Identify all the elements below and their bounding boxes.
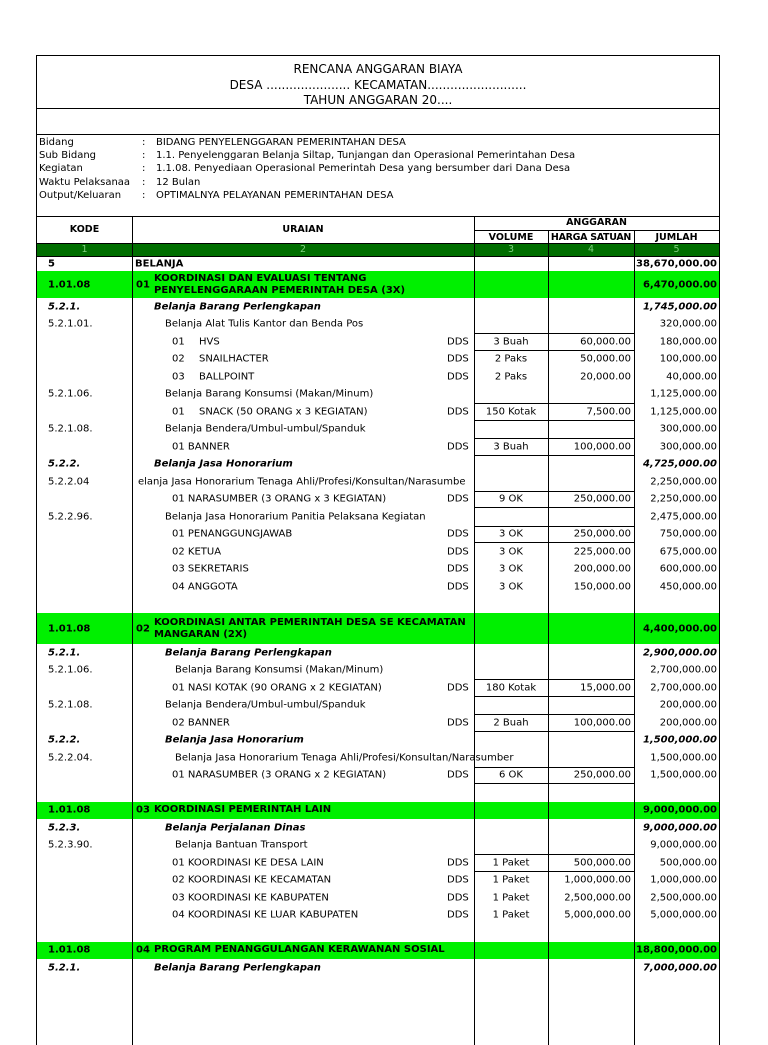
jumlah-cell: 9,000,000.00 xyxy=(650,839,717,851)
uraian-cell: Belanja Bantuan Transport xyxy=(175,839,308,851)
volume-cell: 2 Buah xyxy=(493,717,529,729)
uraian-cell: Belanja Barang Konsumsi (Makan/Minum) xyxy=(165,388,374,400)
uraian-cell: 01 BANNER xyxy=(172,441,230,453)
header-jumlah: JUMLAH xyxy=(655,232,698,243)
uraian-cell: BELANJA xyxy=(135,258,184,270)
program-title: KOORDINASI PEMERINTAH LAIN xyxy=(154,804,332,816)
uraian-cell: Belanja Jasa Honorarium Panitia Pelaksana Kegiatan xyxy=(165,511,426,523)
item-number: 02 xyxy=(172,353,185,365)
table-row xyxy=(37,526,719,544)
info-value: BIDANG PENYELENGGARAN PEMERINTAHAN DESA xyxy=(156,137,406,148)
table-row xyxy=(37,872,719,890)
uraian-cell: HVS xyxy=(199,336,220,348)
program-title: KOORDINASI DAN EVALUASI TENTANG PENYELENGGARAAN PEMERINTAH DESA (3X) xyxy=(154,272,406,296)
jumlah-cell: 2,700,000.00 xyxy=(650,682,717,694)
table-row xyxy=(37,456,719,474)
table-row xyxy=(37,298,719,316)
info-label: Sub Bidang xyxy=(39,150,97,162)
volume-cell: 2 Paks xyxy=(494,353,528,365)
header-uraian: URAIAN xyxy=(282,224,324,235)
uraian-cell: 04 KOORDINASI KE LUAR KABUPATEN xyxy=(172,909,359,921)
table-row xyxy=(37,942,719,960)
uraian-cell: SNAILHACTER xyxy=(199,353,269,365)
volume-cell: 3 Buah xyxy=(493,336,529,348)
volume-cell: 180 Kotak xyxy=(485,682,537,694)
table-row xyxy=(37,679,719,697)
info-row xyxy=(39,163,719,176)
volume-cell: 1 Paket xyxy=(492,892,530,904)
harga-satuan-cell: 200,000.00 xyxy=(573,563,631,575)
volume-cell: 1 Paket xyxy=(492,857,530,869)
table-row xyxy=(37,697,719,715)
kode-cell: 1.01.08 xyxy=(48,279,91,290)
kode-cell: 5.2.1.08. xyxy=(48,699,93,711)
jumlah-cell: 300,000.00 xyxy=(659,423,717,435)
harga-satuan-cell: 20,000.00 xyxy=(580,371,631,383)
info-label: Kegiatan xyxy=(39,163,83,175)
table-row xyxy=(37,421,719,439)
header-harga: HARGA SATUAN xyxy=(550,232,632,243)
table-row xyxy=(37,543,719,561)
source-cell: DDS xyxy=(447,581,469,593)
kode-cell: 1.01.08 xyxy=(48,944,91,956)
table-row xyxy=(37,508,719,526)
uraian-cell: 02 KETUA xyxy=(172,546,222,558)
kode-cell: 5.2.2.04 xyxy=(48,476,90,488)
uraian-cell: 02 KOORDINASI KE KECAMATAN xyxy=(172,874,332,886)
col-num: 2 xyxy=(299,244,307,255)
volume-cell: 1 Paket xyxy=(492,874,530,886)
kode-cell: 5 xyxy=(48,258,55,270)
jumlah-cell: 6,470,000.00 xyxy=(642,279,717,290)
kode-cell: 5.2.1.01. xyxy=(48,318,93,330)
kode-cell: 5.2.2. xyxy=(48,734,81,746)
uraian-cell: elanja Jasa Honorarium Tenaga Ahli/Profesi/Konsultan/Narasumbe xyxy=(138,476,466,488)
jumlah-cell: 5,000,000.00 xyxy=(650,909,717,921)
volume-cell: 6 OK xyxy=(499,769,523,781)
jumlah-cell: 320,000.00 xyxy=(659,318,717,330)
doc-village-line: DESA ...................... KECAMATAN.......................... xyxy=(229,78,527,92)
harga-satuan-cell: 7,500.00 xyxy=(586,406,631,418)
volume-cell: 9 OK xyxy=(499,493,523,505)
source-cell: DDS xyxy=(447,546,469,558)
uraian-cell: Belanja Barang Perlengkapan xyxy=(154,301,321,313)
kode-cell: 5.2.3. xyxy=(48,822,81,834)
kode-cell: 5.2.1.06. xyxy=(48,664,93,676)
info-value: 1.1.08. Penyediaan Operasional Pemerintah Desa yang bersumber dari Dana Desa xyxy=(156,163,571,175)
kode-cell: 5.2.1. xyxy=(48,301,81,313)
uraian-cell: Belanja Barang Perlengkapan xyxy=(165,647,332,659)
harga-satuan-cell: 60,000.00 xyxy=(580,336,631,348)
header-kode: KODE xyxy=(69,224,100,235)
jumlah-cell: 1,000,000.00 xyxy=(650,874,717,886)
item-number: 01 xyxy=(172,336,185,348)
uraian-cell: SNACK (50 ORANG x 3 KEGIATAN) xyxy=(199,406,368,418)
source-cell: DDS xyxy=(447,441,469,453)
table-row xyxy=(37,351,719,369)
harga-satuan-cell: 15,000.00 xyxy=(580,682,631,694)
table-row xyxy=(37,316,719,334)
col-num: 5 xyxy=(673,244,680,255)
info-colon: : xyxy=(142,189,146,201)
volume-cell: 3 OK xyxy=(499,546,523,558)
jumlah-cell: 2,250,000.00 xyxy=(650,493,717,505)
jumlah-cell: 2,475,000.00 xyxy=(650,511,717,523)
harga-satuan-cell: 500,000.00 xyxy=(573,857,631,869)
info-value: OPTIMALNYA PELAYANAN PEMERINTAHAN DESA xyxy=(156,189,394,201)
table-row xyxy=(37,767,719,785)
source-cell: DDS xyxy=(447,336,469,348)
info-row xyxy=(39,177,719,190)
table-row xyxy=(37,561,719,579)
col-num: 1 xyxy=(81,244,88,255)
jumlah-cell: 200,000.00 xyxy=(659,717,717,729)
jumlah-cell: 9,000,000.00 xyxy=(642,822,717,834)
kode-cell: 5.2.1.08. xyxy=(48,423,93,435)
info-label: Bidang xyxy=(39,137,74,148)
harga-satuan-cell: 100,000.00 xyxy=(573,441,631,453)
jumlah-cell: 1,125,000.00 xyxy=(650,388,717,400)
source-cell: DDS xyxy=(447,493,469,505)
table-row xyxy=(37,662,719,680)
table-row xyxy=(37,257,719,271)
source-cell: DDS xyxy=(447,371,469,383)
source-cell: DDS xyxy=(447,874,469,886)
table-row xyxy=(37,959,719,977)
jumlah-cell: 1,125,000.00 xyxy=(650,406,717,418)
uraian-cell: 03 SEKRETARIS xyxy=(172,563,249,575)
table-row xyxy=(37,837,719,855)
uraian-cell: Belanja Perjalanan Dinas xyxy=(165,822,306,834)
jumlah-cell: 2,900,000.00 xyxy=(642,647,717,659)
col-num: 3 xyxy=(507,244,515,255)
jumlah-cell: 38,670,000.00 xyxy=(636,258,717,270)
jumlah-cell: 4,725,000.00 xyxy=(642,458,717,470)
source-cell: DDS xyxy=(447,909,469,921)
item-number: 03 xyxy=(172,371,185,383)
info-colon: : xyxy=(142,137,146,148)
table-row xyxy=(37,491,719,509)
uraian-cell: Belanja Jasa Honorarium xyxy=(165,734,304,746)
jumlah-cell: 1,745,000.00 xyxy=(642,301,717,313)
kode-cell: 1.01.08 xyxy=(48,623,91,634)
table-row xyxy=(37,749,719,767)
jumlah-cell: 600,000.00 xyxy=(659,563,717,575)
table-row xyxy=(37,613,719,644)
column-number-row xyxy=(37,243,719,257)
info-value: 12 Bulan xyxy=(156,176,201,188)
blank-row xyxy=(37,596,719,614)
kode-cell: 1.01.08 xyxy=(48,804,91,816)
source-cell: DDS xyxy=(447,682,469,694)
volume-cell: 3 Buah xyxy=(493,441,529,453)
uraian-cell: 01 NASI KOTAK (90 ORANG x 2 KEGIATAN) xyxy=(172,682,382,694)
harga-satuan-cell: 2,500,000.00 xyxy=(564,892,631,904)
jumlah-cell: 18,800,000.00 xyxy=(636,944,717,956)
volume-cell: 3 OK xyxy=(499,528,523,540)
jumlah-cell: 7,000,000.00 xyxy=(642,962,717,974)
source-cell: DDS xyxy=(447,353,469,365)
harga-satuan-cell: 50,000.00 xyxy=(580,353,631,365)
uraian-cell: Belanja Bendera/Umbul-umbul/Spanduk xyxy=(165,423,366,435)
jumlah-cell: 2,700,000.00 xyxy=(650,664,717,676)
table-row xyxy=(37,732,719,750)
uraian-cell: Belanja Barang Konsumsi (Makan/Minum) xyxy=(175,664,384,676)
table-row xyxy=(37,473,719,491)
kode-cell: 5.2.2.04. xyxy=(48,752,93,764)
kode-cell: 5.2.2. xyxy=(48,458,81,470)
program-title: KOORDINASI ANTAR PEMERINTAH DESA SE KECAMATAN MANGARAN (2X) xyxy=(154,616,466,640)
uraian-cell: Belanja Jasa Honorarium Tenaga Ahli/Profesi/Konsultan/Narasumber xyxy=(175,752,514,764)
harga-satuan-cell: 1,000,000.00 xyxy=(564,874,631,886)
table-row xyxy=(37,386,719,404)
program-title: PROGRAM PENANGGULANGAN KERAWANAN SOSIAL xyxy=(154,944,445,956)
col-num: 4 xyxy=(587,244,595,255)
uraian-cell: Belanja Jasa Honorarium xyxy=(154,458,293,470)
header-anggaran: ANGGARAN xyxy=(566,217,627,228)
blank-row xyxy=(37,924,719,942)
kode-cell: 5.2.1. xyxy=(48,647,81,659)
harga-satuan-cell: 250,000.00 xyxy=(573,528,631,540)
doc-title: RENCANA ANGGARAN BIAYA xyxy=(293,62,463,76)
harga-satuan-cell: 150,000.00 xyxy=(573,581,631,593)
source-cell: DDS xyxy=(447,406,469,418)
harga-satuan-cell: 5,000,000.00 xyxy=(564,909,631,921)
program-number: 04 xyxy=(136,944,150,956)
source-cell: DDS xyxy=(447,892,469,904)
info-row xyxy=(39,137,719,150)
info-colon: : xyxy=(142,176,146,188)
source-cell: DDS xyxy=(447,528,469,540)
uraian-cell: Belanja Barang Perlengkapan xyxy=(154,962,321,974)
uraian-cell: 01 KOORDINASI KE DESA LAIN xyxy=(172,857,324,869)
blank-row xyxy=(37,784,719,802)
jumlah-cell: 500,000.00 xyxy=(659,857,717,869)
jumlah-cell: 1,500,000.00 xyxy=(650,752,717,764)
jumlah-cell: 4,400,000.00 xyxy=(642,623,717,634)
volume-cell: 150 Kotak xyxy=(485,406,537,418)
uraian-cell: 03 KOORDINASI KE KABUPATEN xyxy=(172,892,329,904)
table-row xyxy=(37,403,719,421)
program-number: 02 xyxy=(136,623,150,634)
header-volume: VOLUME xyxy=(488,232,534,243)
uraian-cell: BALLPOINT xyxy=(199,371,255,383)
jumlah-cell: 2,500,000.00 xyxy=(650,892,717,904)
budget-table-body xyxy=(37,257,719,977)
kode-cell: 5.2.2.96. xyxy=(48,511,93,523)
source-cell: DDS xyxy=(447,717,469,729)
table-row xyxy=(37,578,719,596)
harga-satuan-cell: 100,000.00 xyxy=(573,717,631,729)
uraian-cell: 04 ANGGOTA xyxy=(172,581,238,593)
table-row xyxy=(37,819,719,837)
jumlah-cell: 450,000.00 xyxy=(659,581,717,593)
jumlah-cell: 2,250,000.00 xyxy=(650,476,717,488)
table-row xyxy=(37,889,719,907)
info-row xyxy=(39,150,719,163)
harga-satuan-cell: 250,000.00 xyxy=(573,493,631,505)
jumlah-cell: 100,000.00 xyxy=(659,353,717,365)
table-row xyxy=(37,907,719,925)
jumlah-cell: 9,000,000.00 xyxy=(642,804,717,816)
info-colon: : xyxy=(142,163,146,175)
volume-cell: 3 OK xyxy=(499,563,523,575)
table-row xyxy=(37,368,719,386)
doc-year-line: TAHUN ANGGARAN 20.... xyxy=(303,93,453,107)
jumlah-cell: 1,500,000.00 xyxy=(642,734,717,746)
item-number: 01 xyxy=(172,406,185,418)
source-cell: DDS xyxy=(447,563,469,575)
program-number: 03 xyxy=(136,804,150,816)
volume-cell: 2 Paks xyxy=(494,371,528,383)
uraian-cell: Belanja Alat Tulis Kantor dan Benda Pos xyxy=(165,318,364,330)
volume-cell: 1 Paket xyxy=(492,909,530,921)
jumlah-cell: 1,500,000.00 xyxy=(650,769,717,781)
uraian-cell: 01 NARASUMBER (3 ORANG x 2 KEGIATAN) xyxy=(172,769,387,781)
info-row xyxy=(39,190,719,203)
kode-cell: 5.2.3.90. xyxy=(48,839,93,851)
jumlah-cell: 675,000.00 xyxy=(659,546,717,558)
harga-satuan-cell: 250,000.00 xyxy=(573,769,631,781)
jumlah-cell: 300,000.00 xyxy=(659,441,717,453)
uraian-cell: 01 PENANGGUNGJAWAB xyxy=(172,528,293,540)
volume-cell: 3 OK xyxy=(499,581,523,593)
kode-cell: 5.2.1. xyxy=(48,962,81,974)
source-cell: DDS xyxy=(447,857,469,869)
budget-sheet xyxy=(36,55,720,1045)
harga-satuan-cell: 225,000.00 xyxy=(573,546,631,558)
table-row xyxy=(37,714,719,732)
info-label: Waktu Pelaksanaa xyxy=(39,176,131,188)
info-colon: : xyxy=(142,150,146,162)
kode-cell: 5.2.1.06. xyxy=(48,388,93,400)
uraian-cell: 01 NARASUMBER (3 ORANG x 3 KEGIATAN) xyxy=(172,493,387,505)
info-value: 1.1. Penyelenggaran Belanja Siltap, Tunjangan dan Operasional Pemerintahan Desa xyxy=(156,150,576,162)
jumlah-cell: 750,000.00 xyxy=(659,528,717,540)
table-row xyxy=(37,271,719,298)
info-label: Output/Keluaran xyxy=(39,189,122,201)
source-cell: DDS xyxy=(447,769,469,781)
uraian-cell: Belanja Bendera/Umbul-umbul/Spanduk xyxy=(165,699,366,711)
table-row xyxy=(37,854,719,872)
program-number: 01 xyxy=(136,279,150,290)
table-row xyxy=(37,438,719,456)
table-row xyxy=(37,802,719,820)
uraian-cell: 02 BANNER xyxy=(172,717,230,729)
jumlah-cell: 180,000.00 xyxy=(659,336,717,348)
jumlah-cell: 200,000.00 xyxy=(659,699,717,711)
table-row xyxy=(37,333,719,351)
jumlah-cell: 40,000.00 xyxy=(666,371,717,383)
table-row xyxy=(37,644,719,662)
